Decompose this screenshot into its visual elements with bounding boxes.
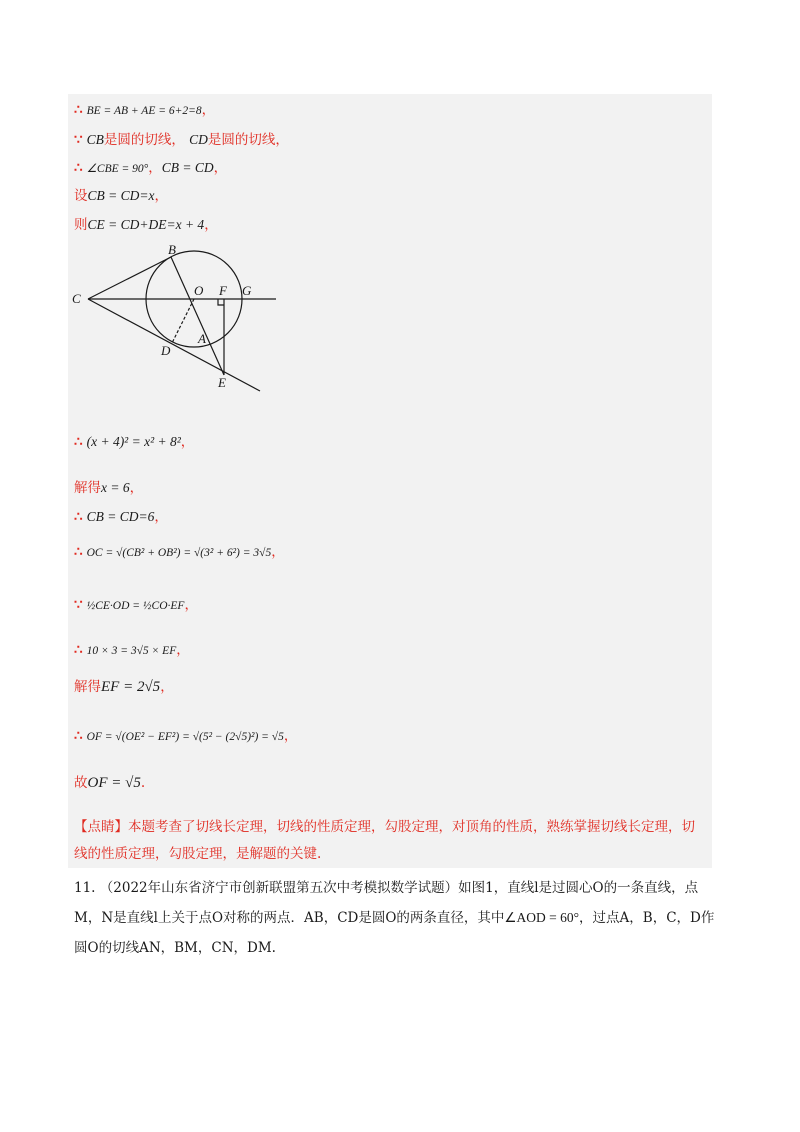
geometry-figure <box>68 243 288 393</box>
line-ce <box>88 299 260 391</box>
key-point-text: 本题考查了切线长定理，切线的性质定理，勾股定理，对顶角的性质，熟练掌握切线长定理，切线的性质定理，勾股定理，是解题的关键. <box>74 819 695 862</box>
solution-line-6: ∴ (x + 4)² = x² + 8²， <box>74 434 195 450</box>
label-a: A <box>198 331 206 346</box>
solution-line-3: ∴ ∠CBE = 90°，CB = CD， <box>74 160 228 176</box>
problem-text-1: 如图1，直线l是过圆心O的一条直线，点M，N是直线l上关于点O对称的两点．AB，CD是圆O的两条直径，其中 <box>74 880 699 926</box>
problem-number: 11. <box>74 880 96 896</box>
solution-line-2: ∵ CB是圆的切线， CD是圆的切线， <box>74 132 289 148</box>
problem-text-2: ，过点A，B，C，D作圆O的切线AN，BM，CN，DM. <box>74 910 715 956</box>
label-c: C <box>72 291 81 306</box>
solution-line-13: ∴ OF = √(OE² − EF²) = √(5² − (2√5)²) = √5， <box>74 728 298 744</box>
solution-line-4: 设CB = CD=x， <box>74 188 168 204</box>
problem-angle: ∠AOD = 60° <box>504 910 580 925</box>
problem-11 <box>74 873 724 963</box>
label-e: E <box>218 375 226 390</box>
solution-line-11: ∴ 10 × 3 = 3√5 × EF， <box>74 642 190 658</box>
label-d: D <box>161 343 171 358</box>
label-g: G <box>242 283 252 298</box>
line-od <box>172 299 194 343</box>
right-angle-mark <box>218 299 224 305</box>
solution-line-5: 则CE = CD+DE=x + 4， <box>74 217 218 233</box>
label-f: F <box>219 283 227 298</box>
solution-line-12: 解得EF = 2√5， <box>74 679 174 695</box>
solution-line-1: ∴ BE = AB + AE = 6+2=8， <box>74 102 216 118</box>
solution-line-10: ∵ ½CE·OD = ½CO·EF， <box>74 597 198 613</box>
solution-line-8: ∴ CB = CD=6， <box>74 509 168 525</box>
key-point-note <box>74 814 704 868</box>
line-cb <box>88 257 171 299</box>
solution-box <box>68 94 712 868</box>
key-point-tag: 【点睛】 <box>74 819 128 835</box>
problem-source: （2022年山东省济宁市创新联盟第五次中考模拟数学试题） <box>99 880 459 896</box>
solution-line-9: ∴ OC = √(CB² + OB²) = √(3² + 6²) = 3√5， <box>74 544 285 560</box>
label-b: B <box>168 243 176 257</box>
solution-line-14: 故OF = √5. <box>74 775 146 791</box>
label-o: O <box>194 283 204 298</box>
solution-line-7: 解得x = 6， <box>74 480 144 496</box>
